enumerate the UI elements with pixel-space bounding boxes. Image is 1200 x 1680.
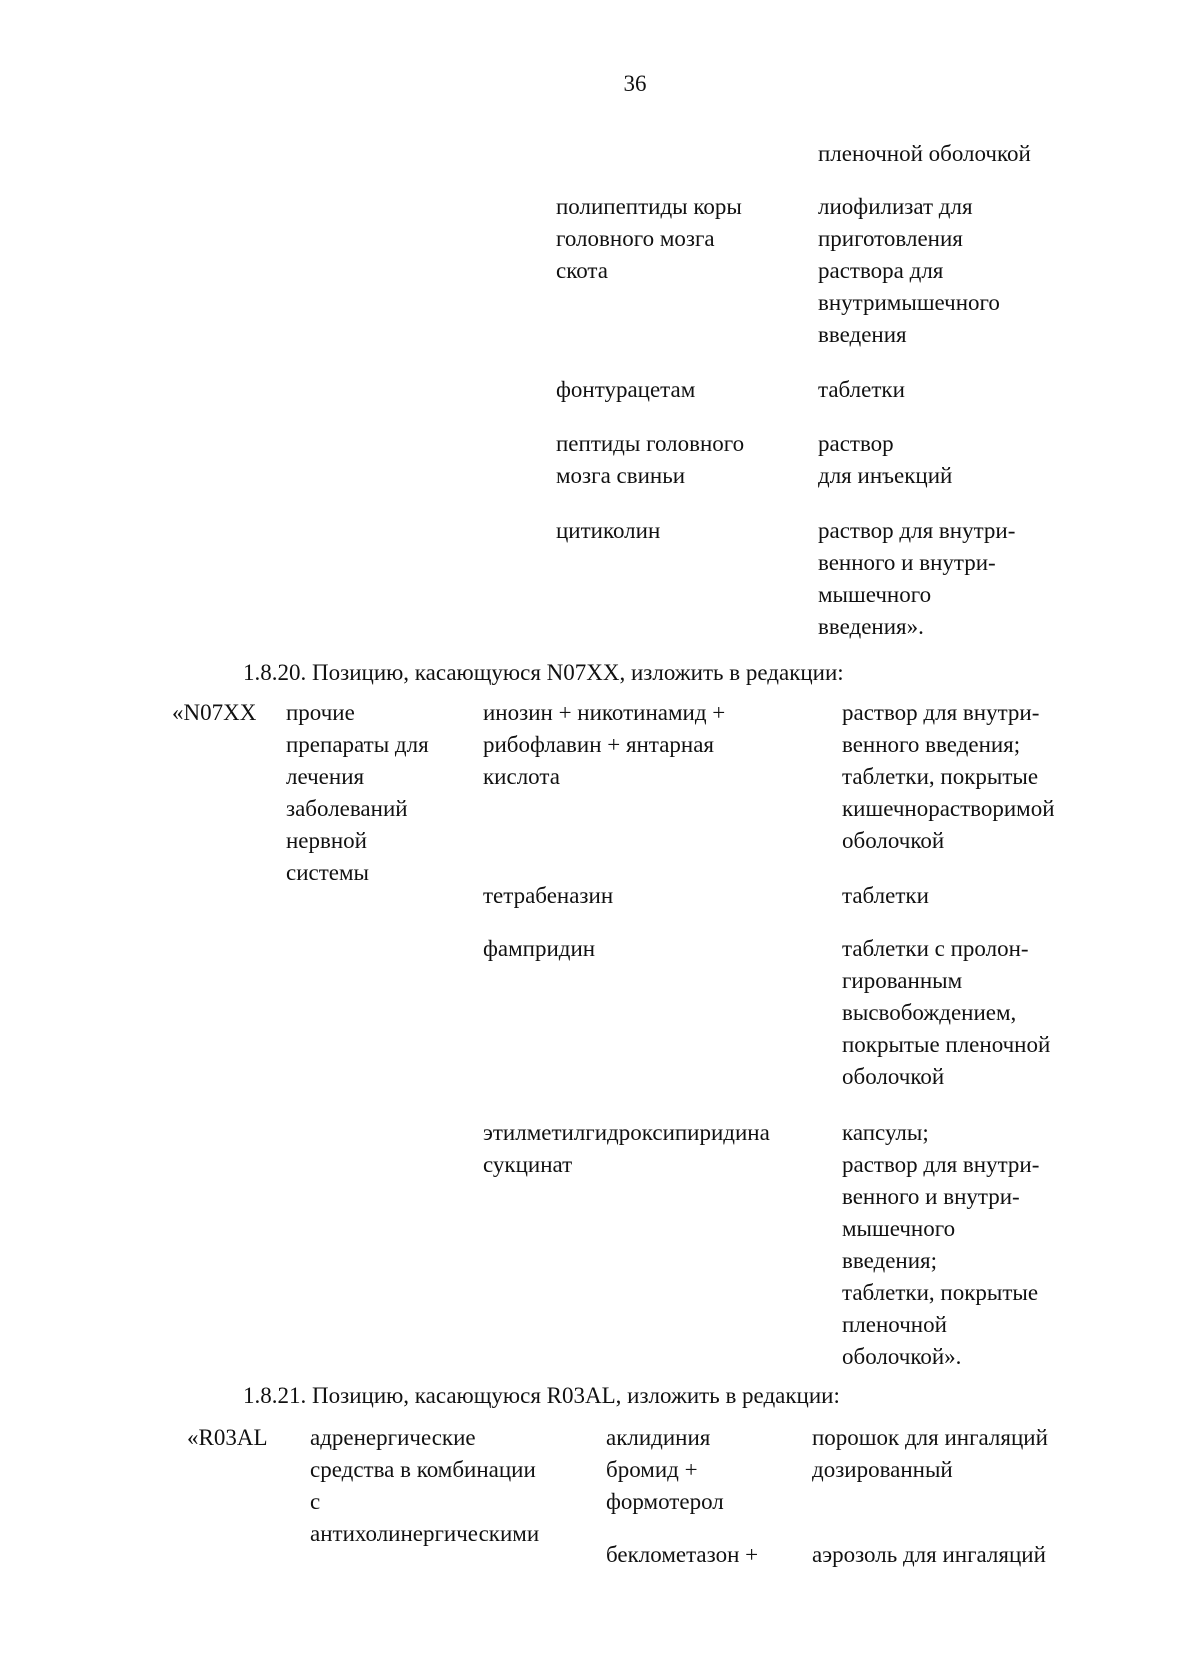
atc-group: адренергические средства в комбинации с антихолинергическими (310, 1425, 540, 1546)
dosage-form: раствор для внутри- венного введения; таблетки, покрытые кишечнорастворимой оболочкой (842, 700, 1055, 853)
dosage-form: пленочной оболочкой (818, 141, 1031, 166)
drug-name: беклометазон + (606, 1542, 759, 1567)
dosage-form: таблетки (842, 883, 929, 908)
drug-name: инозин + никотинамид + рибофлавин + янтарная кислота (483, 700, 726, 789)
dosage-form: лиофилизат для приготовления раствора для внутримышечного введения (818, 194, 1000, 347)
atc-group: прочие препараты для лечения заболеваний нервной системы (286, 700, 429, 885)
dosage-form: раствор для инъекций (818, 431, 953, 488)
drug-name: фонтурацетам (556, 377, 696, 402)
dosage-form: таблетки (818, 377, 905, 402)
drug-name: пептиды головного мозга свиньи (556, 431, 745, 488)
page-number: 36 (623, 71, 647, 96)
drug-name: фампридин (483, 936, 596, 961)
dosage-form: капсулы; раствор для внутри- венного и внутри- мышечного введения; таблетки, покрытые пленочной оболочкой». (842, 1120, 1040, 1369)
drug-name: цитиколин (556, 518, 661, 543)
paragraph-1-8-21: 1.8.21. Позицию, касающуюся R03AL, изложить в редакции: (243, 1383, 840, 1408)
atc-code: «R03AL (187, 1425, 268, 1450)
drug-name: аклидиния бромид + формотерол (606, 1425, 724, 1514)
dosage-form: аэрозоль для ингаляций (812, 1542, 1046, 1567)
dosage-form: порошок для ингаляций дозированный (812, 1425, 1048, 1482)
drug-name: полипептиды коры головного мозга скота (556, 194, 742, 283)
dosage-form: раствор для внутри- венного и внутри- мышечного введения». (818, 518, 1016, 639)
drug-name: тетрабеназин (483, 883, 614, 908)
atc-code: «N07XX (172, 700, 257, 725)
drug-name: этилметилгидроксипиридина сукцинат (483, 1120, 770, 1177)
paragraph-1-8-20: 1.8.20. Позицию, касающуюся N07XX, изложить в редакции: (243, 660, 844, 685)
dosage-form: таблетки с пролон- гированным высвобождением, покрытые пленочной оболочкой (842, 936, 1051, 1089)
